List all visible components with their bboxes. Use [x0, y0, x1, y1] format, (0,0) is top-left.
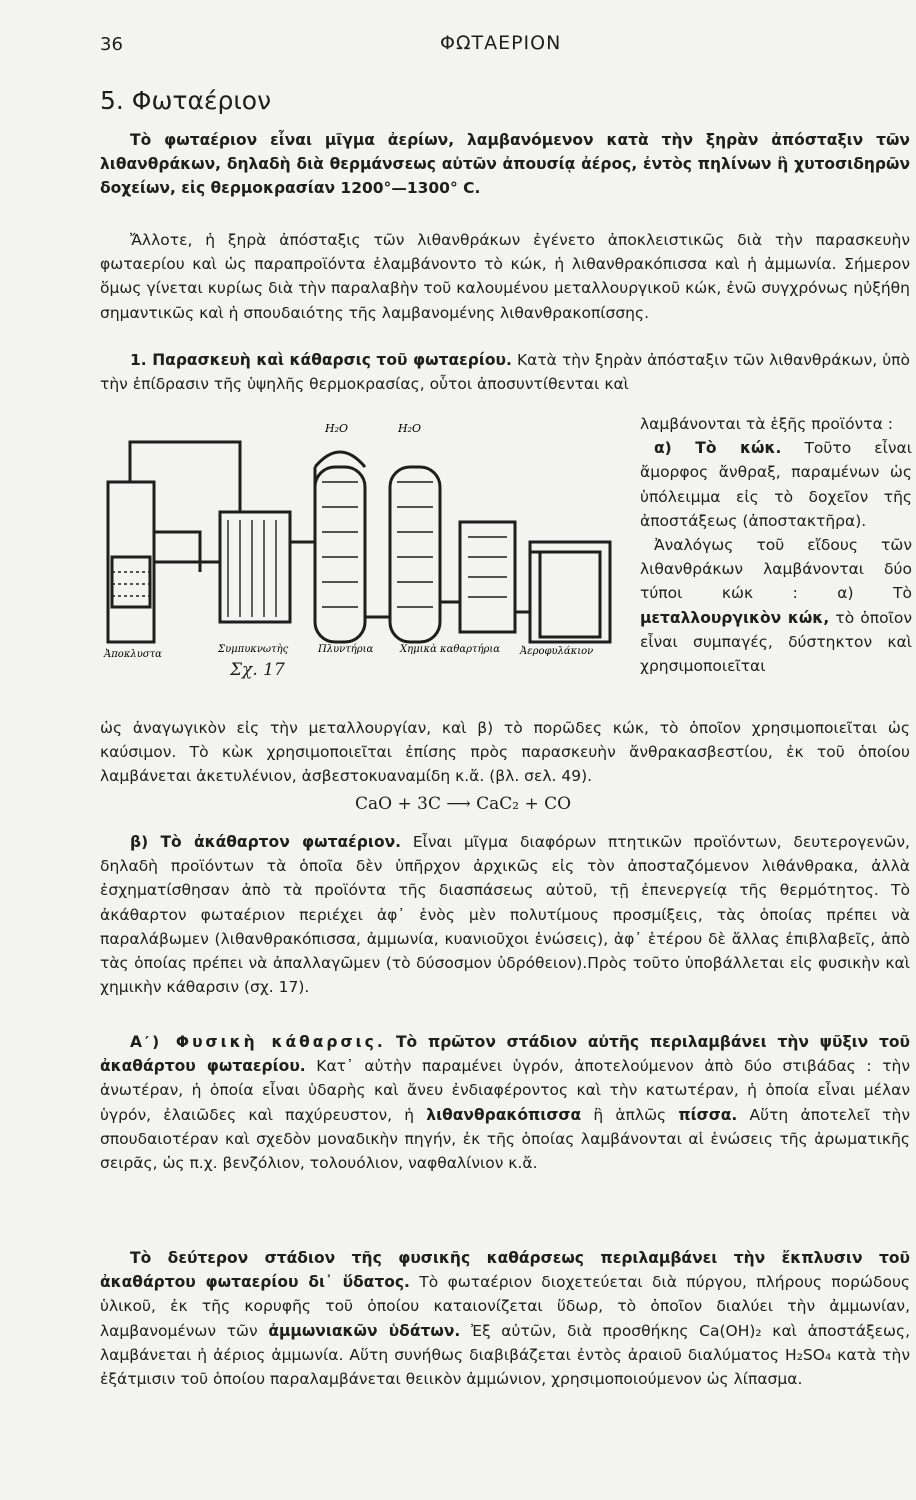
- gasometer-tank: [530, 542, 610, 642]
- coke-text: Τοῦτο εἶναι ἄμορφος ἄνθραξ, παραμένων ὡς ὑπόλειμμα εἰς τὸ δοχεῖον τῆς ἀποστάξεως (ἀποστακτῆρα).: [640, 439, 912, 530]
- page-number: 36: [100, 34, 123, 55]
- physical-stage-1-lead: Τὸ πρῶτον στάδιον αὐτῆς περιλαμβάνει τὴν ψῦξιν τοῦ ἀκαθάρτου φωταερίου.: [100, 1033, 910, 1076]
- washer-label: Πλυντήρια: [318, 644, 374, 655]
- physical-stage-1-text-3: Αὕτη ἀποτελεῖ τὴν σπουδαιοτέραν καὶ σχεδὸν μοναδικὴν πηγήν, ἐκ τῆς ὁποίας λαμβάνονται αἱ ἑνώσεις τῆς ἀρωματικῆς σειρᾶς, ὡς π.χ. βενζόλιον, τολουόλιον, ναφθαλίνιον κ.ἄ.: [100, 1105, 910, 1173]
- coke-types-paragraph: [640, 533, 912, 678]
- subsection-1-lead: Κατὰ τὴν ξηρὰν ἀπόσταξιν τῶν λιθανθράκων, ὑπὸ τὴν ἐπίδρασιν τῆς ὑψηλῆς θερμοκρασίας, οὗτοι ἀποσυντίθενται καὶ: [100, 351, 910, 394]
- side-cont: λαμβάνονται τὰ ἑξῆς προϊόντα :: [640, 415, 893, 433]
- condenser-box: [220, 512, 290, 622]
- running-title: ΦΩΤΑΕΡΙΟΝ: [440, 32, 562, 54]
- coke-types-text: Ἀναλόγως τοῦ εἴδους τῶν λιθανθράκων λαμβάνονται δύο τύποι κώκ : α) Τὸ: [640, 536, 912, 603]
- reaction-equation: CaO + 3C ⟶ CaC₂ + CO: [355, 794, 572, 814]
- coke-continued-paragraph: ὡς ἀναγωγικὸν εἰς τὴν μεταλλουργίαν, καὶ β) τὸ πορῶδες κώκ, τὸ ὁποῖον χρησιμοποιεῖται ὡς καύσιμον. Τὸ κὼκ χρησιμοποιεῖται ἐπίσης πρὸς παρασκευὴν ἄνθρακασβεστίου, ἐκ τοῦ ὁποίου λαμβάνεται ἀκετυλένιον, ἀσβεστοκυαναμίδη κ.ἄ. (βλ. σελ. 49).: [100, 719, 910, 786]
- chem-label: Χημικὰ καθαρτήρια: [400, 644, 501, 655]
- coal-charge: [112, 572, 150, 596]
- raw-gas-heading: β) Τὸ ἀκάθαρτον φωταέριον.: [130, 833, 402, 851]
- history-paragraph: Ἄλλοτε, ἡ ξηρὰ ἀπόσταξις τῶν λιθανθράκων ἐγένετο ἀποκλειστικῶς διὰ τὴν παρασκευὴν φωταερίου καὶ ὡς παραπροϊόντα ἐλαμβάνοντο τὸ κώκ, ἡ λιθανθρακόπισσα καὶ ἡ ἀμμωνία. Σήμερον ὅμως γίνεται κυρίως διὰ τὴν παραλαβὴν τοῦ καλουμένου μεταλλουργικοῦ κώκ, ἐνῶ συγχρόνως ηὐξήθη σημαντικῶς καὶ ἡ σπουδαιότης τῆς λαμβανομένης λιθανθρακοπίσσης.: [100, 231, 910, 322]
- gasworks-diagram: [100, 412, 620, 657]
- definition-paragraph: [100, 128, 910, 201]
- coke-heading: α) Τὸ κώκ.: [654, 439, 782, 458]
- condenser-tubes: [228, 520, 276, 617]
- washer-tower-2: [390, 467, 440, 642]
- purifier-trays: [468, 537, 507, 597]
- physical-stage-1-text-2: ἢ ἁπλῶς: [593, 1105, 667, 1124]
- second-stage-lead: Τὸ δεύτερον στάδιον τῆς φυσικῆς καθάρσεως περιλαμβάνει τὴν ἔκπλυσιν τοῦ ἀκαθάρτου φωταερίου δι᾽ ὕδατος.: [100, 1249, 910, 1292]
- water-label-1: H₂O: [325, 422, 349, 435]
- tower-1-packing: [322, 482, 358, 607]
- water-label-2: H₂O: [398, 422, 422, 435]
- pitch-term: πίσσα.: [678, 1105, 738, 1124]
- section-title: 5. Φωταέριον: [100, 86, 272, 115]
- retort-body: [112, 557, 150, 607]
- tower-links: [365, 602, 460, 617]
- furnace-wall: [108, 482, 154, 642]
- physical-purification-paragraph: [100, 1030, 910, 1175]
- raw-gas-paragraph: [100, 830, 910, 999]
- condenser-label: Συμπυκνωτὴς: [218, 644, 289, 655]
- connector-pipe: [290, 452, 365, 542]
- side-column: [640, 412, 912, 678]
- definition-text: Τὸ φωταέριον εἶναι μῖγμα ἀερίων, λαμβανόμενον κατὰ τὴν ξηρὰν ἀπόσταξιν τῶν λιθανθράκων, δηλαδὴ διὰ θερμάνσεως αὐτῶν ἀπουσίᾳ ἀέρος, ἐντὸς πηλίνων ἢ χυτοσιδηρῶν δοχείων, εἰς θερμοκρασίαν 1200°—1300° C.: [100, 131, 910, 198]
- washer-tower-1: [315, 467, 365, 642]
- coke-paragraph: [640, 436, 912, 533]
- coal-tar-term: λιθανθρακόπισσα: [426, 1105, 582, 1124]
- second-stage-paragraph: [100, 1246, 910, 1391]
- running-header: [0, 30, 916, 60]
- metallurgical-coke-term: μεταλλουργικὸν κώκ,: [640, 608, 830, 627]
- tower-2-packing: [397, 482, 433, 607]
- gasometer-label: Ἀεροφυλάκιον: [520, 646, 594, 657]
- retort-chambers: [154, 532, 220, 617]
- ammonia-waters-term: ἀμμωνιακῶν ὑδάτων.: [268, 1321, 461, 1340]
- subsection-1-paragraph: [100, 348, 910, 396]
- physical-stage-1-text-1: Κατ᾽ αὐτὴν παραμένει ὑγρόν, ἀποτελούμενον ἀπὸ δύο στιβάδας : τὴν ἀνωτέραν, ἡ ὁποία εἶναι ὑδαρὴς καὶ ἄνευ ἐνδιαφέροντος καὶ τὴν κατωτέραν, ἡ ὁποία εἶναι μέλαν ὑγρόν, ἐλαιῶδες καὶ παχύρευστον, ἡ: [100, 1057, 911, 1124]
- raw-gas-text: Εἶναι μῖγμα διαφόρων πτητικῶν προϊόντων, δευτερογενῶν, δηλαδὴ προϊόντων τὰ ὁποῖα δὲν ὑπῆρχον ἀρχικῶς εἰς τὸν ἀποσταζόμενον λιθάνθρακα, ἀλλὰ ἐσχηματίσθησαν ἀπὸ τὰ προϊόντα τῆς διασπάσεως αὐτοῦ, τῇ ἐπενεργείᾳ τῆς θερμότητος. Τὸ ἀκάθαρτον φωταέριον περιέχει ἀφ᾽ ἑνὸς μὲν πολυτίμους προσμίξεις, τὰς ὁποίας πρέπει νὰ παραλάβωμεν (λιθανθρακόπισσα, ἀμμωνία, κυανιοῦχοι ἑνώσεις), ἀφ᾽ ἑτέρου δὲ ἄλλας ἐπιβλαβεῖς, ἀπὸ τὰς ὁποίας πρέπει νὰ ἀπαλλαγῶμεν (τὸ δύσοσμον ὑδρόθειον).Πρὸς τοῦτο ὑποβάλλεται εἰς φυσικὴν καὶ χημικὴν κάθαρσιν (σχ. 17).: [100, 833, 910, 997]
- second-stage-text-2: Ἐξ αὐτῶν, διὰ προσθήκης Ca(OH)₂ καὶ ἀποστάξεως, λαμβάνεται ἡ ἀέριος ἀμμωνία. Αὕτη συνήθως διαβιβάζεται ἐντὸς ἀραιοῦ διαλύματος H₂SO₄ κατὰ τὴν ἐξάτμισιν τοῦ ὁποίου παραλαμβάνεται θειικὸν ἀμμώνιον, χρησιμοποιούμενον ὡς λίπασμα.: [100, 1321, 910, 1389]
- second-stage-text-1: Τὸ φωταέριον διοχετεύεται διὰ πύργου, πλήρους πορώδους ὑλικοῦ, ἐκ τῆς κορυφῆς τοῦ ὁποίου καταιονίζεται ὕδωρ, τὸ ὁποῖον διαλύει τὴν ἀμμωνίαν, λαμβανομένων τῶν: [100, 1273, 911, 1340]
- gasometer-bell: [540, 552, 600, 637]
- figure-17: [100, 412, 620, 657]
- physical-purification-heading: Α′) Φυσικὴ κάθαρσις.: [130, 1033, 386, 1051]
- retort-label: Ἀποκλυστα: [104, 649, 162, 657]
- gas-outlet-pipe: [130, 442, 240, 512]
- metallurgical-coke-text: τὸ ὁποῖον εἶναι συμπαγές, δύστηκτον καὶ χρησιμοποιεῖται: [640, 608, 912, 676]
- figure-caption: Σχ. 17: [230, 660, 285, 680]
- subsection-1-heading: 1. Παρασκευὴ καὶ κάθαρσις τοῦ φωταερίου.: [130, 351, 512, 369]
